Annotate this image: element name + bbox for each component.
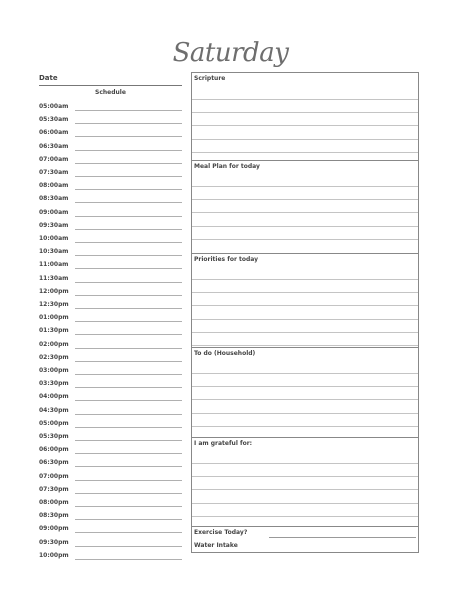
time-line	[75, 440, 182, 441]
time-row	[39, 102, 182, 115]
time-line	[75, 546, 182, 547]
time-row	[39, 406, 182, 419]
time-row	[39, 366, 182, 379]
time-label: 07:30am	[39, 169, 69, 176]
section-title: I am grateful for:	[194, 440, 253, 447]
writing-line	[192, 463, 418, 464]
section-title: Meal Plan for today	[194, 163, 260, 170]
time-label: 02:30pm	[39, 353, 69, 361]
time-row	[39, 326, 182, 339]
time-label: 01:30pm	[39, 327, 69, 335]
section-2	[192, 253, 418, 263]
section-title: Scripture	[194, 75, 226, 82]
time-label: 09:00pm	[39, 525, 69, 533]
time-line	[75, 519, 182, 520]
time-line	[75, 163, 182, 164]
writing-line	[192, 239, 418, 240]
time-label: 10:30am	[39, 248, 69, 256]
time-row	[39, 234, 182, 247]
time-row	[39, 538, 182, 551]
right-panel	[191, 72, 419, 553]
time-label: 07:00pm	[39, 472, 69, 480]
writing-line	[192, 426, 418, 427]
writing-line	[192, 503, 418, 504]
time-row	[39, 247, 182, 260]
time-line	[75, 123, 182, 124]
writing-line	[192, 99, 418, 100]
time-line	[75, 374, 182, 375]
time-row	[39, 313, 182, 326]
writing-line	[192, 212, 418, 213]
time-row	[39, 419, 182, 432]
writing-line	[192, 332, 418, 333]
time-label: 03:30pm	[39, 380, 69, 388]
writing-line	[192, 345, 418, 346]
time-row	[39, 221, 182, 234]
time-line	[75, 308, 182, 309]
time-label: 05:30pm	[39, 433, 69, 440]
time-line	[75, 242, 182, 243]
time-label: 07:30pm	[39, 485, 69, 493]
time-line	[75, 136, 182, 137]
time-label: 01:00pm	[39, 314, 69, 322]
time-label: 08:30pm	[39, 512, 69, 520]
time-line	[75, 176, 182, 177]
time-line	[75, 110, 182, 111]
time-label: 06:30pm	[39, 459, 69, 467]
time-label: 05:00am	[39, 103, 69, 110]
time-row	[39, 142, 182, 155]
time-line	[75, 202, 182, 203]
time-row	[39, 181, 182, 194]
time-row	[39, 485, 182, 498]
page-title: Saturday	[172, 38, 289, 68]
writing-line	[192, 186, 418, 187]
time-line	[75, 453, 182, 454]
time-line	[75, 334, 182, 335]
writing-line	[192, 199, 418, 200]
section-4	[192, 437, 418, 447]
time-label: 10:00pm	[39, 551, 69, 559]
time-label: 12:00pm	[39, 287, 69, 295]
time-row	[39, 511, 182, 524]
date-line	[39, 85, 182, 86]
time-line	[75, 361, 182, 362]
time-label: 09:30am	[39, 221, 69, 229]
time-line	[75, 506, 182, 507]
time-line	[75, 480, 182, 481]
time-row	[39, 340, 182, 353]
time-line	[75, 229, 182, 230]
time-line	[75, 387, 182, 388]
time-row	[39, 300, 182, 313]
time-label: 03:00pm	[39, 367, 69, 374]
writing-line	[192, 516, 418, 517]
section-title: Priorities for today	[194, 256, 259, 263]
time-label: 08:00pm	[39, 499, 69, 506]
time-row	[39, 353, 182, 366]
schedule-label: Schedule	[95, 89, 126, 96]
time-line	[75, 348, 182, 349]
time-row	[39, 432, 182, 445]
time-line	[75, 189, 182, 190]
writing-line	[192, 139, 418, 140]
time-row	[39, 287, 182, 300]
time-line	[75, 414, 182, 415]
time-label: 07:00am	[39, 155, 69, 163]
time-row	[39, 392, 182, 405]
time-label: 05:30am	[39, 116, 69, 124]
time-label: 08:00am	[39, 182, 69, 190]
time-row	[39, 168, 182, 181]
time-label: 04:00pm	[39, 393, 69, 401]
time-label: 04:30pm	[39, 406, 69, 414]
time-label: 06:00am	[39, 129, 69, 137]
time-label: 02:00pm	[39, 340, 69, 348]
time-row	[39, 551, 182, 564]
writing-line	[192, 279, 418, 280]
time-row	[39, 379, 182, 392]
time-row	[39, 260, 182, 273]
time-row	[39, 524, 182, 537]
writing-line	[192, 489, 418, 490]
time-row	[39, 115, 182, 128]
section-1	[192, 160, 418, 170]
writing-line	[192, 319, 418, 320]
time-row	[39, 274, 182, 287]
section-title: To do (Household)	[194, 350, 256, 357]
time-label: 06:30am	[39, 142, 69, 150]
writing-line	[192, 399, 418, 400]
date-label: Date	[39, 74, 58, 82]
time-line	[75, 400, 182, 401]
writing-line	[192, 373, 418, 374]
time-row	[39, 472, 182, 485]
section-3	[192, 347, 418, 357]
time-row	[39, 445, 182, 458]
footer-section	[192, 526, 418, 549]
time-label: 12:30pm	[39, 301, 69, 308]
time-line	[75, 282, 182, 283]
writing-line	[192, 125, 418, 126]
writing-line	[192, 112, 418, 113]
time-line	[75, 321, 182, 322]
time-line	[75, 255, 182, 256]
time-line	[75, 150, 182, 151]
time-label: 06:00pm	[39, 446, 69, 454]
time-label: 09:00am	[39, 208, 69, 216]
writing-line	[192, 292, 418, 293]
writing-line	[192, 305, 418, 306]
time-line	[75, 268, 182, 269]
exercise-label: Exercise Today?	[194, 529, 248, 536]
writing-line	[192, 413, 418, 414]
writing-line	[192, 226, 418, 227]
time-row	[39, 208, 182, 221]
writing-line	[192, 476, 418, 477]
writing-line	[192, 152, 418, 153]
time-line	[75, 466, 182, 467]
time-line	[75, 427, 182, 428]
time-line	[75, 532, 182, 533]
time-row	[39, 498, 182, 511]
time-label: 10:00am	[39, 235, 69, 242]
time-line	[75, 295, 182, 296]
time-row	[39, 458, 182, 471]
time-label: 09:30pm	[39, 538, 69, 546]
time-label: 11:00am	[39, 261, 69, 269]
writing-line	[192, 386, 418, 387]
time-row	[39, 128, 182, 141]
time-label: 08:30am	[39, 195, 69, 203]
time-label: 11:30am	[39, 274, 69, 282]
exercise-line	[269, 537, 416, 538]
time-line	[75, 559, 182, 560]
time-line	[75, 216, 182, 217]
time-row	[39, 155, 182, 168]
time-label: 05:00pm	[39, 419, 69, 427]
water-label: Water Intake	[194, 542, 238, 549]
time-line	[75, 493, 182, 494]
time-row	[39, 194, 182, 207]
